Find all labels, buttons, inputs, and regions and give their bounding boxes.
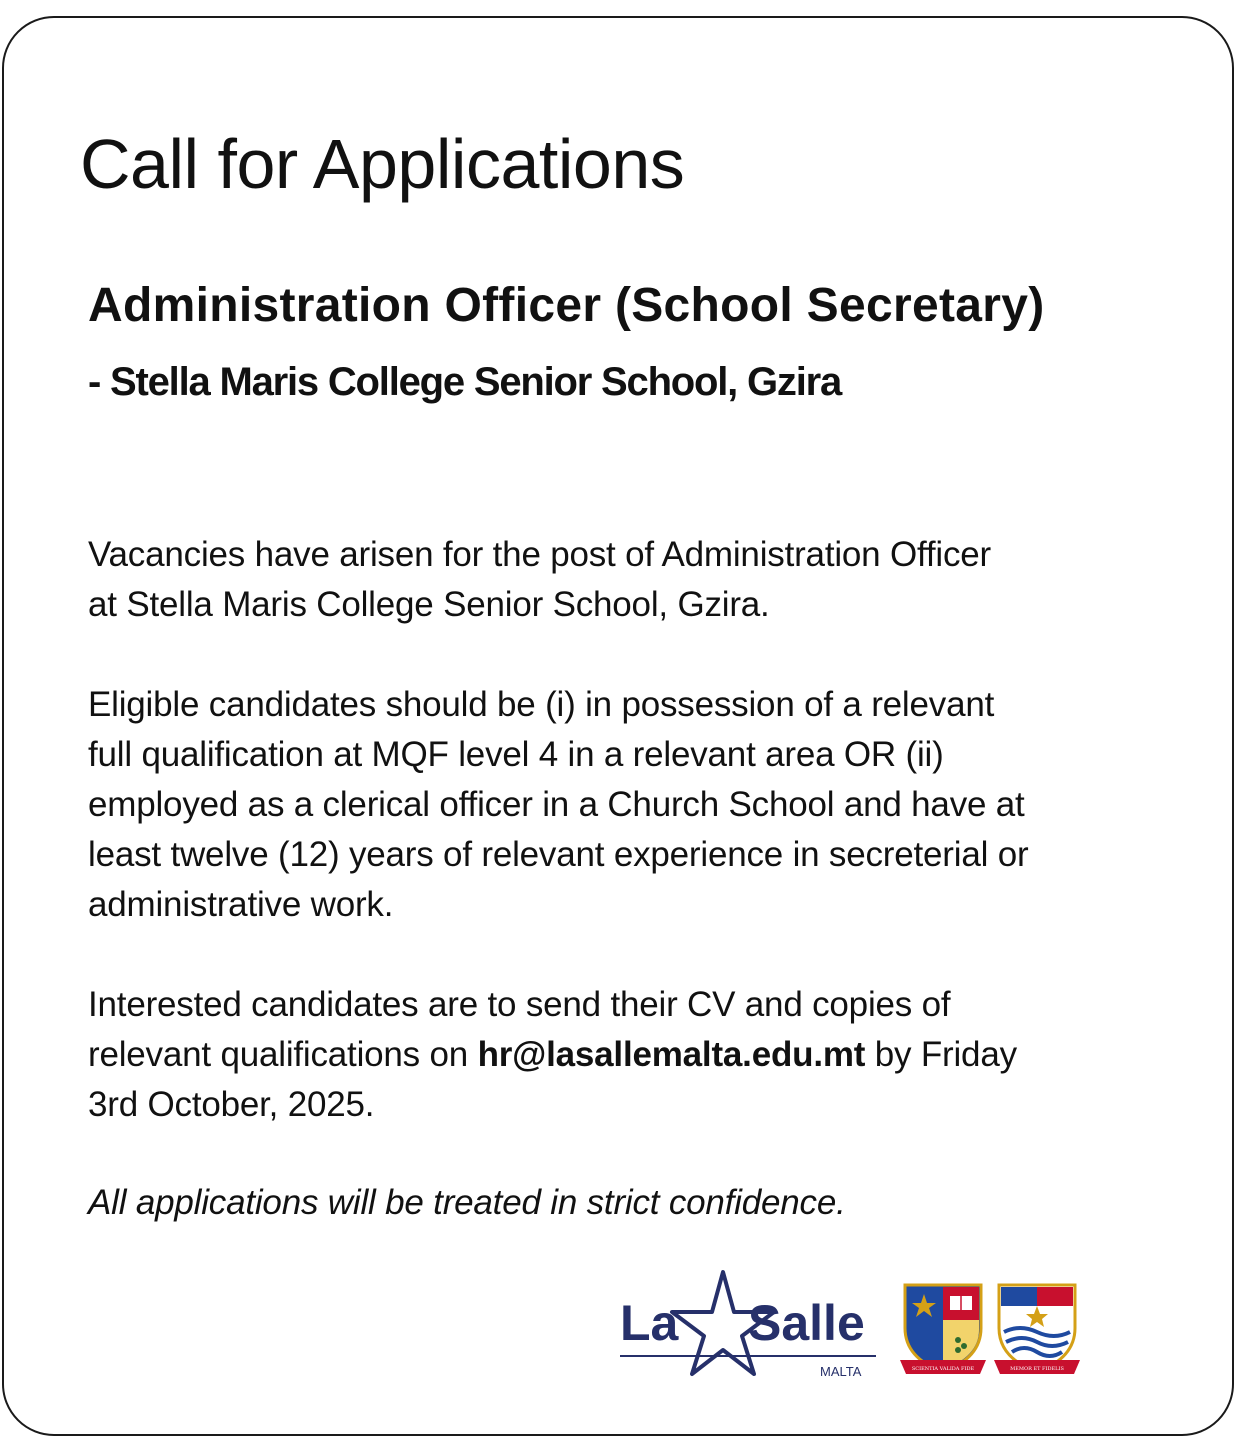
eligibility-line-3: employed as a clerical officer in a Church School and have at — [88, 785, 1025, 824]
email-link[interactable]: hr@lasallemalta.edu.mt — [477, 1035, 866, 1074]
crest-1-motto: SCIENTIA VALIDA FIDE — [911, 1366, 975, 1372]
application-line-1: Interested candidates are to send their CV and copies of — [88, 985, 951, 1024]
brand-right-text: Salle — [748, 1295, 865, 1351]
crest-2-motto: MEMOR ET FIDELIS — [1010, 1366, 1064, 1372]
school-crest-2-icon — [994, 1280, 1080, 1380]
confidentiality-note: All applications will be treated in strict confidence. — [88, 1183, 846, 1222]
vacancy-paragraph — [88, 530, 1188, 630]
school-crest-1-icon — [900, 1280, 986, 1380]
lasalle-malta-logo — [616, 1266, 886, 1384]
job-title: Administration Officer (School Secretary) — [88, 279, 1045, 332]
application-paragraph — [88, 980, 1188, 1130]
job-location: - Stella Maris College Senior School, Gzira — [88, 360, 842, 404]
application-line-2-prefix: relevant qualifications on — [88, 1035, 478, 1074]
eligibility-line-1: Eligible candidates should be (i) in possession of a relevant — [88, 685, 995, 724]
advert-frame — [2, 16, 1234, 1436]
eligibility-line-5: administrative work. — [88, 885, 394, 924]
brand-country-text: MALTA — [820, 1364, 862, 1379]
page-title: Call for Applications — [80, 125, 685, 203]
application-line-2-suffix: by Friday — [865, 1035, 1017, 1074]
eligibility-line-4: least twelve (12) years of relevant experience in secreterial or — [88, 835, 1029, 874]
eligibility-line-2: full qualification at MQF level 4 in a relevant area OR (ii) — [88, 735, 944, 774]
application-deadline: 3rd October, 2025. — [88, 1085, 375, 1124]
brand-left-text: La — [620, 1295, 679, 1351]
vacancy-line-1: Vacancies have arisen for the post of Administration Officer — [88, 535, 992, 574]
vacancy-line-2: at Stella Maris College Senior School, Gzira. — [88, 585, 770, 624]
logo-row — [616, 1266, 1086, 1386]
eligibility-paragraph — [88, 680, 1188, 930]
